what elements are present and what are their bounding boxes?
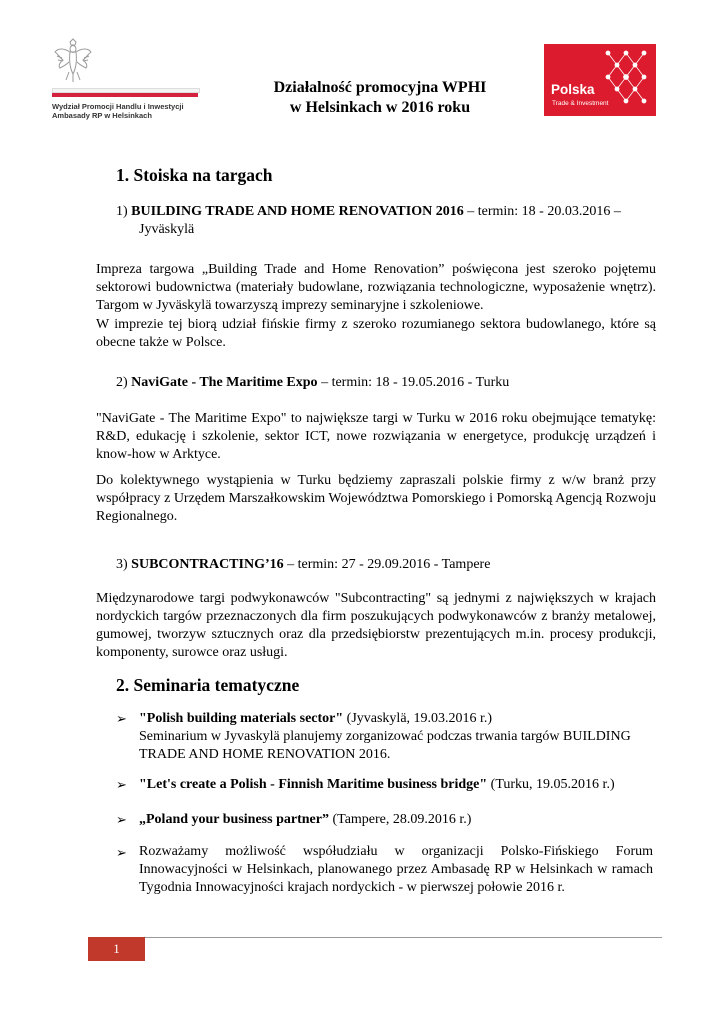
item-number: 1) (116, 204, 128, 219)
seminar-meta: (Jyvaskylä, 19.03.2016 r.) (343, 711, 493, 726)
seminar-title: "Polish building materials sector" (139, 711, 344, 726)
paragraph: Do kolektywnego wystąpienia w Turku będziemy zapraszali polskie firmy z w/w branż przy współpracy z Urzędem Marszałkowskim Województwa Pomorskiego i Pomorską Agencją Rozwoju Regionalnego. (96, 473, 656, 524)
footer-rule (88, 937, 662, 938)
seminar-item-1 (139, 710, 659, 764)
seminar-title: „Poland your business partner” (139, 812, 329, 827)
polish-eagle-emblem (54, 38, 92, 84)
paragraph: Międzynarodowe targi podwykonawców "Subcontracting" są jednymi z największych w krajach nordyckich targów przeznaczonych dla firm poszukujących podwykonawców z branży metalowej, gumowej, tworzyw sztucznych oraz dla przedsiębiorstw prezentujących m.in. procesy produkcji, komponenty, surowce oraz usługi. (96, 591, 656, 660)
seminar-meta: (Tampere, 28.09.2016 r.) (328, 812, 472, 827)
polska-trade-investment-logo (544, 44, 656, 116)
seminar-item-4: Rozważamy możliwość współudziału w organizacji Polsko-Fińskiego Forum Innowacyjności w Helsinkach, planowanego przez Ambasadę RP w Helsinkach w ramach Tygodnia Innowacyjności krajach nordyckich - w pierwszej połowie 2016 r. (139, 844, 653, 895)
fair-item-3 (116, 556, 666, 574)
section-2-heading: 2. Seminaria tematyczne (116, 675, 300, 695)
fair-item-2 (116, 374, 666, 392)
title-line-1: Działalność promocyjna WPHI (273, 79, 487, 96)
document-title (200, 78, 560, 118)
seminar-item-2 (139, 776, 659, 794)
item-details: – termin: 27 - 29.09.2016 - Tampere (283, 557, 491, 572)
item-number: 2) (116, 375, 128, 390)
item-number: 3) (116, 557, 128, 572)
logo-text-line1: Wydział Promocji Handlu i Inwestycji (52, 102, 184, 111)
seminar-title: "Let's create a Polish - Finnish Maritime business bridge" (139, 777, 488, 792)
section-1-heading: 1. Stoiska na targach (116, 165, 273, 185)
logo-text-line2: Ambasady RP w Helsinkach (52, 111, 152, 120)
wphi-logo (52, 38, 202, 120)
item-details: – termin: 18 - 19.05.2016 - Turku (317, 375, 510, 390)
brand-name: Polska (551, 82, 595, 97)
page-number: 1 (88, 937, 145, 961)
arrow-bullet-icon: ➢ (116, 845, 127, 860)
item-name: SUBCONTRACTING’16 (131, 557, 284, 572)
item-name: NaviGate - The Maritime Expo (131, 375, 318, 390)
seminar-meta: (Turku, 19.05.2016 r.) (487, 777, 615, 792)
paragraph: "NaviGate - The Maritime Expo" to największe targi w Turku w 2016 roku obejmujące tematykę: R&D, edukację i szkolenie, sektor ICT, nowe rozwiązania w energetyce, produkcję urządzeń i know-how w Arktyce. (96, 411, 656, 462)
item-name: BUILDING TRADE AND HOME RENOVATION 2016 (131, 204, 464, 219)
arrow-bullet-icon: ➢ (116, 711, 127, 726)
item-details: – termin: 18 - 20.03.2016 – (463, 204, 621, 219)
brand-tagline: Trade & Investment (552, 100, 609, 107)
seminar-description: Seminarium w Jyvaskylä planujemy zorganizować podczas trwania targów BUILDING TRADE AND HOME RENOVATION 2016. (139, 729, 631, 762)
arrow-bullet-icon: ➢ (116, 777, 127, 792)
paragraph: W imprezie tej biorą udział fińskie firmy z szeroko rozumianego sektora budowlanego, które są obecne także w Polsce. (96, 317, 656, 350)
item-location: Jyväskylä (139, 222, 195, 237)
flag-red-stripe (52, 93, 198, 97)
paragraph: Impreza targowa „Building Trade and Home Renovation” poświęcona jest szeroko pojętemu sektorowi budownictwa (materiały budowlane, rozwiązania technologiczne, wyposażenie wnętrz). Targom w Jyväskylä towarzyszą imprezy seminaryjne i szkoleniowe. (96, 262, 656, 313)
arrow-bullet-icon: ➢ (116, 812, 127, 827)
title-line-2: w Helsinkach w 2016 roku (289, 99, 471, 116)
fair-item-1 (116, 203, 666, 239)
seminar-item-3 (139, 811, 659, 829)
